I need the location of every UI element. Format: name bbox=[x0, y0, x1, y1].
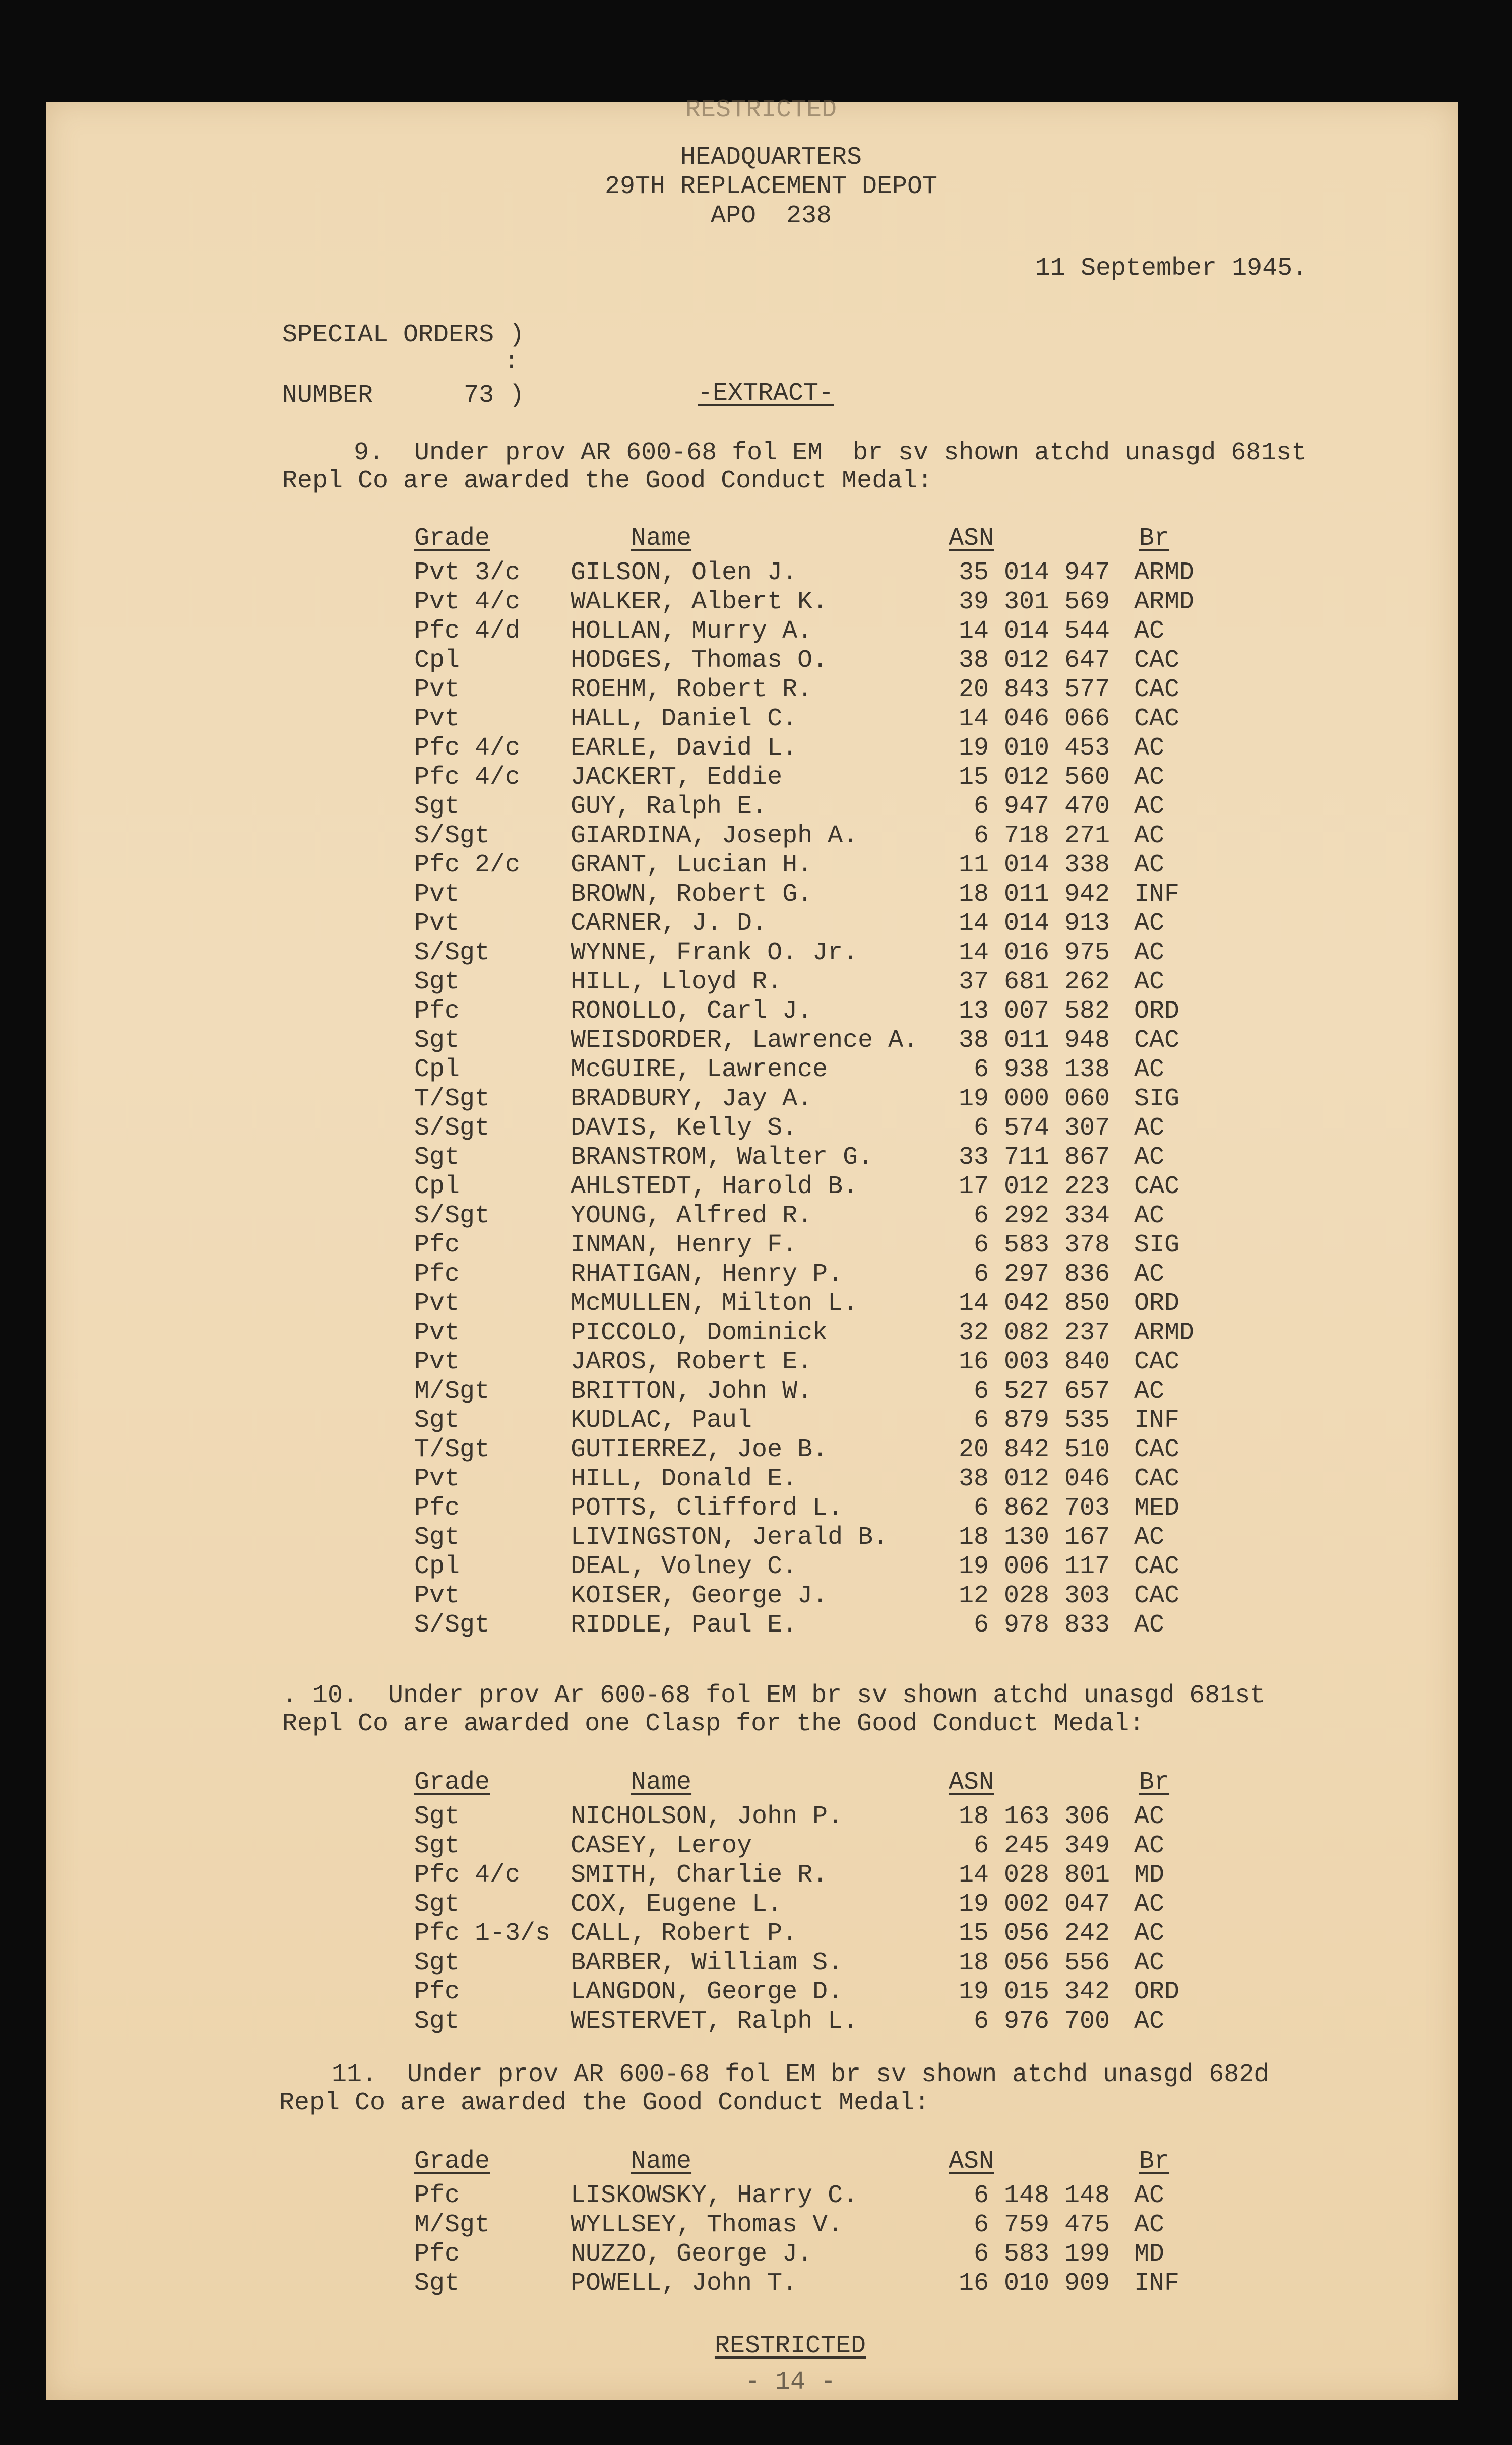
table-row bbox=[46, 1408, 1458, 1437]
branch-cell: AC bbox=[1134, 909, 1165, 938]
asn-cell: 19 002 047 bbox=[958, 1890, 1110, 1919]
asn-cell: 11 014 338 bbox=[958, 851, 1110, 880]
asn-cell: 6 938 138 bbox=[973, 1055, 1110, 1084]
asn-cell: 13 007 582 bbox=[958, 997, 1110, 1026]
name-cell: DEAL, Volney C. bbox=[571, 1552, 798, 1581]
grade-cell: M/Sgt bbox=[414, 2211, 490, 2239]
header-apo: APO 238 bbox=[710, 202, 832, 230]
grade-cell: Pvt bbox=[414, 1289, 460, 1318]
table-row bbox=[46, 648, 1458, 677]
name-cell: HODGES, Thomas O. bbox=[571, 646, 828, 675]
table-row bbox=[46, 560, 1458, 590]
section-11-line-2: Repl Co are awarded the Good Conduct Medal: bbox=[279, 2089, 930, 2117]
branch-cell: ARMD bbox=[1134, 588, 1195, 616]
asn-cell: 6 947 470 bbox=[973, 792, 1110, 821]
table-row bbox=[46, 1291, 1458, 1321]
branch-cell: MD bbox=[1134, 2240, 1165, 2269]
table-row bbox=[46, 590, 1458, 619]
grade-cell: Cpl bbox=[414, 1055, 460, 1084]
branch-cell: CAC bbox=[1134, 1026, 1180, 1055]
grade-cell: Pfc 4/c bbox=[414, 734, 521, 763]
grade-header: Grade bbox=[414, 524, 490, 553]
name-cell: JAROS, Robert E. bbox=[571, 1348, 813, 1376]
name-cell: GRANT, Lucian H. bbox=[571, 851, 813, 880]
grade-cell: Pfc bbox=[414, 1494, 460, 1523]
special-orders-label: SPECIAL ORDERS ) bbox=[282, 321, 525, 349]
asn-cell: 15 012 560 bbox=[958, 763, 1110, 792]
asn-cell: 33 711 867 bbox=[958, 1143, 1110, 1172]
special-orders-colon: : bbox=[504, 348, 520, 377]
asn-cell: 38 012 647 bbox=[958, 646, 1110, 675]
grade-cell: Pvt bbox=[414, 909, 460, 938]
name-cell: LANGDON, George D. bbox=[571, 1978, 843, 2007]
grade-cell: M/Sgt bbox=[414, 1377, 490, 1406]
grade-cell: Sgt bbox=[414, 1832, 460, 1860]
grade-cell: Pvt bbox=[414, 880, 460, 909]
grade-cell: Pfc bbox=[414, 1231, 460, 1260]
grade-cell: Sgt bbox=[414, 968, 460, 996]
asn-cell: 6 879 535 bbox=[973, 1406, 1110, 1435]
asn-header: ASN bbox=[949, 1768, 994, 1797]
grade-cell: Sgt bbox=[414, 1026, 460, 1055]
table-row bbox=[46, 1233, 1458, 1262]
order-number: NUMBER 73 ) bbox=[282, 381, 525, 410]
branch-cell: AC bbox=[1134, 1202, 1165, 1230]
asn-cell: 6 759 475 bbox=[973, 2211, 1110, 2239]
table-row bbox=[46, 824, 1458, 853]
branch-cell: AC bbox=[1134, 968, 1165, 996]
grade-cell: Cpl bbox=[414, 1552, 460, 1581]
name-cell: BRITTON, John W. bbox=[571, 1377, 813, 1406]
name-cell: BRANSTROM, Walter G. bbox=[571, 1143, 873, 1172]
grade-cell: S/Sgt bbox=[414, 1202, 490, 1230]
asn-cell: 15 056 242 bbox=[958, 1919, 1110, 1948]
grade-cell: Cpl bbox=[414, 1172, 460, 1201]
grade-cell: Sgt bbox=[414, 1406, 460, 1435]
asn-cell: 12 028 303 bbox=[958, 1582, 1110, 1610]
branch-cell: AC bbox=[1134, 1890, 1165, 1919]
table-row bbox=[46, 882, 1458, 911]
asn-cell: 6 527 657 bbox=[973, 1377, 1110, 1406]
table-row bbox=[46, 765, 1458, 794]
asn-cell: 16 010 909 bbox=[958, 2269, 1110, 2298]
table-row bbox=[46, 794, 1458, 824]
branch-cell: AC bbox=[1134, 1611, 1165, 1640]
name-header: Name bbox=[631, 1768, 692, 1797]
asn-cell: 19 000 060 bbox=[958, 1085, 1110, 1113]
name-cell: AHLSTEDT, Harold B. bbox=[571, 1172, 858, 1201]
branch-cell: MD bbox=[1134, 1861, 1165, 1890]
branch-cell: AC bbox=[1134, 1832, 1165, 1860]
name-cell: HALL, Daniel C. bbox=[571, 705, 798, 733]
branch-cell: AC bbox=[1134, 1802, 1165, 1831]
grade-cell: Pvt bbox=[414, 1348, 460, 1376]
branch-header: Br bbox=[1139, 1768, 1170, 1797]
grade-cell: Pfc bbox=[414, 2181, 460, 2210]
branch-cell: AC bbox=[1134, 938, 1165, 967]
asn-cell: 18 130 167 bbox=[958, 1523, 1110, 1552]
name-cell: CARNER, J. D. bbox=[571, 909, 768, 938]
grade-cell: Pvt bbox=[414, 1465, 460, 1493]
branch-cell: INF bbox=[1134, 1406, 1180, 1435]
branch-cell: ARMD bbox=[1134, 558, 1195, 587]
section-11-line-1: 11. Under prov AR 600-68 fol EM br sv shown atchd unasgd 682d bbox=[332, 2060, 1270, 2089]
table-row bbox=[46, 1804, 1458, 1834]
table-row bbox=[46, 1204, 1458, 1233]
branch-cell: ORD bbox=[1134, 997, 1180, 1026]
asn-cell: 19 010 453 bbox=[958, 734, 1110, 763]
asn-cell: 14 014 913 bbox=[958, 909, 1110, 938]
branch-header: Br bbox=[1139, 2147, 1170, 2176]
name-cell: BARBER, William S. bbox=[571, 1949, 843, 1977]
grade-header: Grade bbox=[414, 2147, 490, 2176]
table-row bbox=[46, 1057, 1458, 1087]
name-cell: LIVINGSTON, Jerald B. bbox=[571, 1523, 889, 1552]
table-row bbox=[46, 1496, 1458, 1525]
grade-cell: S/Sgt bbox=[414, 1114, 490, 1143]
grade-cell: Pvt bbox=[414, 675, 460, 704]
name-cell: ROEHM, Robert R. bbox=[571, 675, 813, 704]
name-cell: HILL, Lloyd R. bbox=[571, 968, 783, 996]
table-row bbox=[46, 1379, 1458, 1408]
name-cell: BRADBURY, Jay A. bbox=[571, 1085, 813, 1113]
name-header: Name bbox=[631, 2147, 692, 2176]
table-row bbox=[46, 1350, 1458, 1379]
branch-cell: ORD bbox=[1134, 1978, 1180, 2007]
top-restricted-mark: RESTRICTED bbox=[685, 96, 837, 124]
asn-header: ASN bbox=[949, 524, 994, 553]
name-cell: WESTERVET, Ralph L. bbox=[571, 2007, 858, 2036]
asn-cell: 35 014 947 bbox=[958, 558, 1110, 587]
grade-cell: Sgt bbox=[414, 1949, 460, 1977]
name-cell: McGUIRE, Lawrence bbox=[571, 1055, 828, 1084]
table-row bbox=[46, 1028, 1458, 1057]
grade-cell: Sgt bbox=[414, 1890, 460, 1919]
section-9-line-1: 9. Under prov AR 600-68 fol EM br sv shown atchd unasgd 681st bbox=[354, 438, 1307, 467]
branch-cell: AC bbox=[1134, 1377, 1165, 1406]
table-row bbox=[46, 1437, 1458, 1467]
footer-restricted: RESTRICTED bbox=[714, 2332, 866, 2360]
grade-cell: Sgt bbox=[414, 2269, 460, 2298]
name-cell: PICCOLO, Dominick bbox=[571, 1319, 828, 1347]
table-row bbox=[46, 2242, 1458, 2271]
branch-cell: AC bbox=[1134, 617, 1165, 646]
table-row bbox=[46, 911, 1458, 941]
asn-cell: 20 842 510 bbox=[958, 1435, 1110, 1464]
grade-cell: Pfc 1-3/s bbox=[414, 1919, 551, 1948]
table-row bbox=[46, 1321, 1458, 1350]
branch-cell: SIG bbox=[1134, 1085, 1180, 1113]
name-cell: POTTS, Clifford L. bbox=[571, 1494, 843, 1523]
table-row bbox=[46, 1145, 1458, 1174]
asn-cell: 17 012 223 bbox=[958, 1172, 1110, 1201]
branch-cell: AC bbox=[1134, 792, 1165, 821]
name-cell: POWELL, John T. bbox=[571, 2269, 798, 2298]
asn-cell: 6 583 199 bbox=[973, 2240, 1110, 2269]
table-row bbox=[46, 2009, 1458, 2038]
document-page bbox=[46, 96, 1458, 2400]
name-cell: GILSON, Olen J. bbox=[571, 558, 798, 587]
name-cell: DAVIS, Kelly S. bbox=[571, 1114, 798, 1143]
asn-cell: 38 011 948 bbox=[958, 1026, 1110, 1055]
asn-cell: 6 148 148 bbox=[973, 2181, 1110, 2210]
branch-cell: CAC bbox=[1134, 675, 1180, 704]
branch-cell: AC bbox=[1134, 851, 1165, 880]
asn-cell: 39 301 569 bbox=[958, 588, 1110, 616]
branch-cell: AC bbox=[1134, 1949, 1165, 1977]
grade-cell: Pvt 4/c bbox=[414, 588, 521, 616]
table-row bbox=[46, 853, 1458, 882]
name-cell: GIARDINA, Joseph A. bbox=[571, 822, 858, 850]
asn-cell: 19 006 117 bbox=[958, 1552, 1110, 1581]
name-header: Name bbox=[631, 524, 692, 553]
grade-cell: Sgt bbox=[414, 1802, 460, 1831]
asn-cell: 14 014 544 bbox=[958, 617, 1110, 646]
table-row bbox=[46, 1262, 1458, 1291]
asn-cell: 19 015 342 bbox=[958, 1978, 1110, 2007]
table-row bbox=[46, 736, 1458, 765]
grade-cell: Sgt bbox=[414, 1523, 460, 1552]
grade-cell: Pfc 4/d bbox=[414, 617, 521, 646]
branch-cell: AC bbox=[1134, 1523, 1165, 1552]
asn-cell: 16 003 840 bbox=[958, 1348, 1110, 1376]
name-cell: WEISDORDER, Lawrence A. bbox=[571, 1026, 919, 1055]
branch-cell: AC bbox=[1134, 763, 1165, 792]
name-cell: GUY, Ralph E. bbox=[571, 792, 768, 821]
branch-cell: CAC bbox=[1134, 1172, 1180, 1201]
table-row bbox=[46, 938, 1458, 970]
name-cell: NUZZO, George J. bbox=[571, 2240, 813, 2269]
branch-cell: AC bbox=[1134, 2211, 1165, 2239]
table-row bbox=[46, 677, 1458, 707]
table-row bbox=[46, 1584, 1458, 1613]
name-cell: HOLLAN, Murry A. bbox=[571, 617, 813, 646]
branch-cell: AC bbox=[1134, 1114, 1165, 1143]
asn-cell: 6 574 307 bbox=[973, 1114, 1110, 1143]
header-headquarters: HEADQUARTERS bbox=[680, 143, 862, 172]
table-row bbox=[46, 970, 1458, 999]
branch-cell: CAC bbox=[1134, 1465, 1180, 1493]
asn-cell: 18 163 306 bbox=[958, 1802, 1110, 1831]
asn-cell: 32 082 237 bbox=[958, 1319, 1110, 1347]
grade-cell: Pfc bbox=[414, 1260, 460, 1289]
name-cell: YOUNG, Alfred R. bbox=[571, 1202, 813, 1230]
name-cell: WALKER, Albert K. bbox=[571, 588, 828, 616]
name-cell: SMITH, Charlie R. bbox=[571, 1861, 828, 1890]
branch-cell: CAC bbox=[1134, 705, 1180, 733]
branch-cell: AC bbox=[1134, 1143, 1165, 1172]
name-cell: CASEY, Leroy bbox=[571, 1832, 752, 1860]
branch-cell: AC bbox=[1134, 734, 1165, 763]
table-row bbox=[46, 1087, 1458, 1116]
name-cell: BROWN, Robert G. bbox=[571, 880, 813, 909]
branch-cell: SIG bbox=[1134, 1231, 1180, 1260]
branch-cell: AC bbox=[1134, 1055, 1165, 1084]
grade-cell: Pfc 2/c bbox=[414, 851, 521, 880]
branch-cell: ARMD bbox=[1134, 1319, 1195, 1347]
name-cell: LISKOWSKY, Harry C. bbox=[571, 2181, 858, 2210]
grade-cell: T/Sgt bbox=[414, 1085, 490, 1113]
grade-cell: Pfc bbox=[414, 1978, 460, 2007]
branch-cell: CAC bbox=[1134, 1348, 1180, 1376]
name-cell: GUTIERREZ, Joe B. bbox=[571, 1435, 828, 1464]
branch-cell: MED bbox=[1134, 1494, 1180, 1523]
table-row bbox=[46, 619, 1458, 648]
grade-cell: Sgt bbox=[414, 792, 460, 821]
grade-header: Grade bbox=[414, 1768, 490, 1797]
grade-cell: Pvt bbox=[414, 1582, 460, 1610]
asn-cell: 20 843 577 bbox=[958, 675, 1110, 704]
asn-cell: 14 042 850 bbox=[958, 1289, 1110, 1318]
name-cell: KOISER, George J. bbox=[571, 1582, 828, 1610]
name-cell: EARLE, David L. bbox=[571, 734, 798, 763]
table-row bbox=[46, 1951, 1458, 1980]
branch-cell: AC bbox=[1134, 2181, 1165, 2210]
section-9-line-2: Repl Co are awarded the Good Conduct Medal: bbox=[282, 467, 933, 495]
asn-cell: 37 681 262 bbox=[958, 968, 1110, 996]
asn-header: ASN bbox=[949, 2147, 994, 2176]
asn-cell: 6 583 378 bbox=[973, 1231, 1110, 1260]
table-row bbox=[46, 1525, 1458, 1554]
branch-cell: AC bbox=[1134, 2007, 1165, 2036]
table-row bbox=[46, 1467, 1458, 1496]
table-row bbox=[46, 1554, 1458, 1584]
name-cell: McMULLEN, Milton L. bbox=[571, 1289, 858, 1318]
table-row bbox=[46, 1116, 1458, 1145]
branch-cell: CAC bbox=[1134, 646, 1180, 675]
asn-cell: 14 046 066 bbox=[958, 705, 1110, 733]
asn-cell: 38 012 046 bbox=[958, 1465, 1110, 1493]
grade-cell: T/Sgt bbox=[414, 1435, 490, 1464]
branch-cell: CAC bbox=[1134, 1552, 1180, 1581]
branch-cell: AC bbox=[1134, 822, 1165, 850]
table-row bbox=[46, 1921, 1458, 1951]
table-row bbox=[46, 1863, 1458, 1892]
branch-cell: INF bbox=[1134, 2269, 1180, 2298]
table-row bbox=[46, 1892, 1458, 1921]
name-cell: NICHOLSON, John P. bbox=[571, 1802, 843, 1831]
name-cell: WYLLSEY, Thomas V. bbox=[571, 2211, 843, 2239]
asn-cell: 14 016 975 bbox=[958, 938, 1110, 967]
branch-cell: AC bbox=[1134, 1260, 1165, 1289]
branch-cell: ORD bbox=[1134, 1289, 1180, 1318]
grade-cell: Pfc bbox=[414, 2240, 460, 2269]
extract-label: -EXTRACT- bbox=[698, 379, 834, 408]
grade-cell: Pvt bbox=[414, 1319, 460, 1347]
name-cell: HILL, Donald E. bbox=[571, 1465, 798, 1493]
name-cell: RONOLLO, Carl J. bbox=[571, 997, 813, 1026]
name-cell: RIDDLE, Paul E. bbox=[571, 1611, 798, 1640]
name-cell: WYNNE, Frank O. Jr. bbox=[571, 938, 858, 967]
branch-cell: CAC bbox=[1134, 1582, 1180, 1610]
grade-cell: S/Sgt bbox=[414, 938, 490, 967]
branch-cell: INF bbox=[1134, 880, 1180, 909]
grade-cell: S/Sgt bbox=[414, 1611, 490, 1640]
name-cell: CALL, Robert P. bbox=[571, 1919, 798, 1948]
branch-header: Br bbox=[1139, 524, 1170, 553]
name-cell: KUDLAC, Paul bbox=[571, 1406, 752, 1435]
grade-cell: Pfc 4/c bbox=[414, 1861, 521, 1890]
asn-cell: 18 056 556 bbox=[958, 1949, 1110, 1977]
table-row bbox=[46, 2271, 1458, 2300]
asn-cell: 6 978 833 bbox=[973, 1611, 1110, 1640]
table-row bbox=[46, 1613, 1458, 1642]
document-date: 11 September 1945. bbox=[1035, 254, 1308, 283]
asn-cell: 6 718 271 bbox=[973, 822, 1110, 850]
table-row bbox=[46, 1980, 1458, 2009]
name-cell: COX, Eugene L. bbox=[571, 1890, 783, 1919]
grade-cell: Cpl bbox=[414, 646, 460, 675]
grade-cell: Pvt 3/c bbox=[414, 558, 521, 587]
table-row bbox=[46, 1174, 1458, 1204]
asn-cell: 6 297 836 bbox=[973, 1260, 1110, 1289]
table-row bbox=[46, 1834, 1458, 1863]
asn-cell: 6 862 703 bbox=[973, 1494, 1110, 1523]
table-row bbox=[46, 999, 1458, 1028]
grade-cell: Pfc 4/c bbox=[414, 763, 521, 792]
name-cell: RHATIGAN, Henry P. bbox=[571, 1260, 843, 1289]
table-row bbox=[46, 707, 1458, 736]
branch-cell: AC bbox=[1134, 1919, 1165, 1948]
section-10-line-2: Repl Co are awarded one Clasp for the Good Conduct Medal: bbox=[282, 1710, 1145, 1738]
asn-cell: 6 976 700 bbox=[973, 2007, 1110, 2036]
grade-cell: S/Sgt bbox=[414, 822, 490, 850]
grade-cell: Pfc bbox=[414, 997, 460, 1026]
page-number: - 14 - bbox=[744, 2368, 836, 2397]
name-cell: JACKERT, Eddie bbox=[571, 763, 783, 792]
grade-cell: Sgt bbox=[414, 2007, 460, 2036]
name-cell: INMAN, Henry F. bbox=[571, 1231, 798, 1260]
table-row bbox=[46, 2213, 1458, 2242]
asn-cell: 6 292 334 bbox=[973, 1202, 1110, 1230]
asn-cell: 14 028 801 bbox=[958, 1861, 1110, 1890]
section-10-line-1: . 10. Under prov Ar 600-68 fol EM br sv shown atchd unasgd 681st bbox=[282, 1681, 1266, 1710]
asn-cell: 6 245 349 bbox=[973, 1832, 1110, 1860]
table-row bbox=[46, 2183, 1458, 2213]
branch-cell: CAC bbox=[1134, 1435, 1180, 1464]
grade-cell: Pvt bbox=[414, 705, 460, 733]
asn-cell: 18 011 942 bbox=[958, 880, 1110, 909]
header-depot: 29TH REPLACEMENT DEPOT bbox=[604, 172, 938, 201]
grade-cell: Sgt bbox=[414, 1143, 460, 1172]
